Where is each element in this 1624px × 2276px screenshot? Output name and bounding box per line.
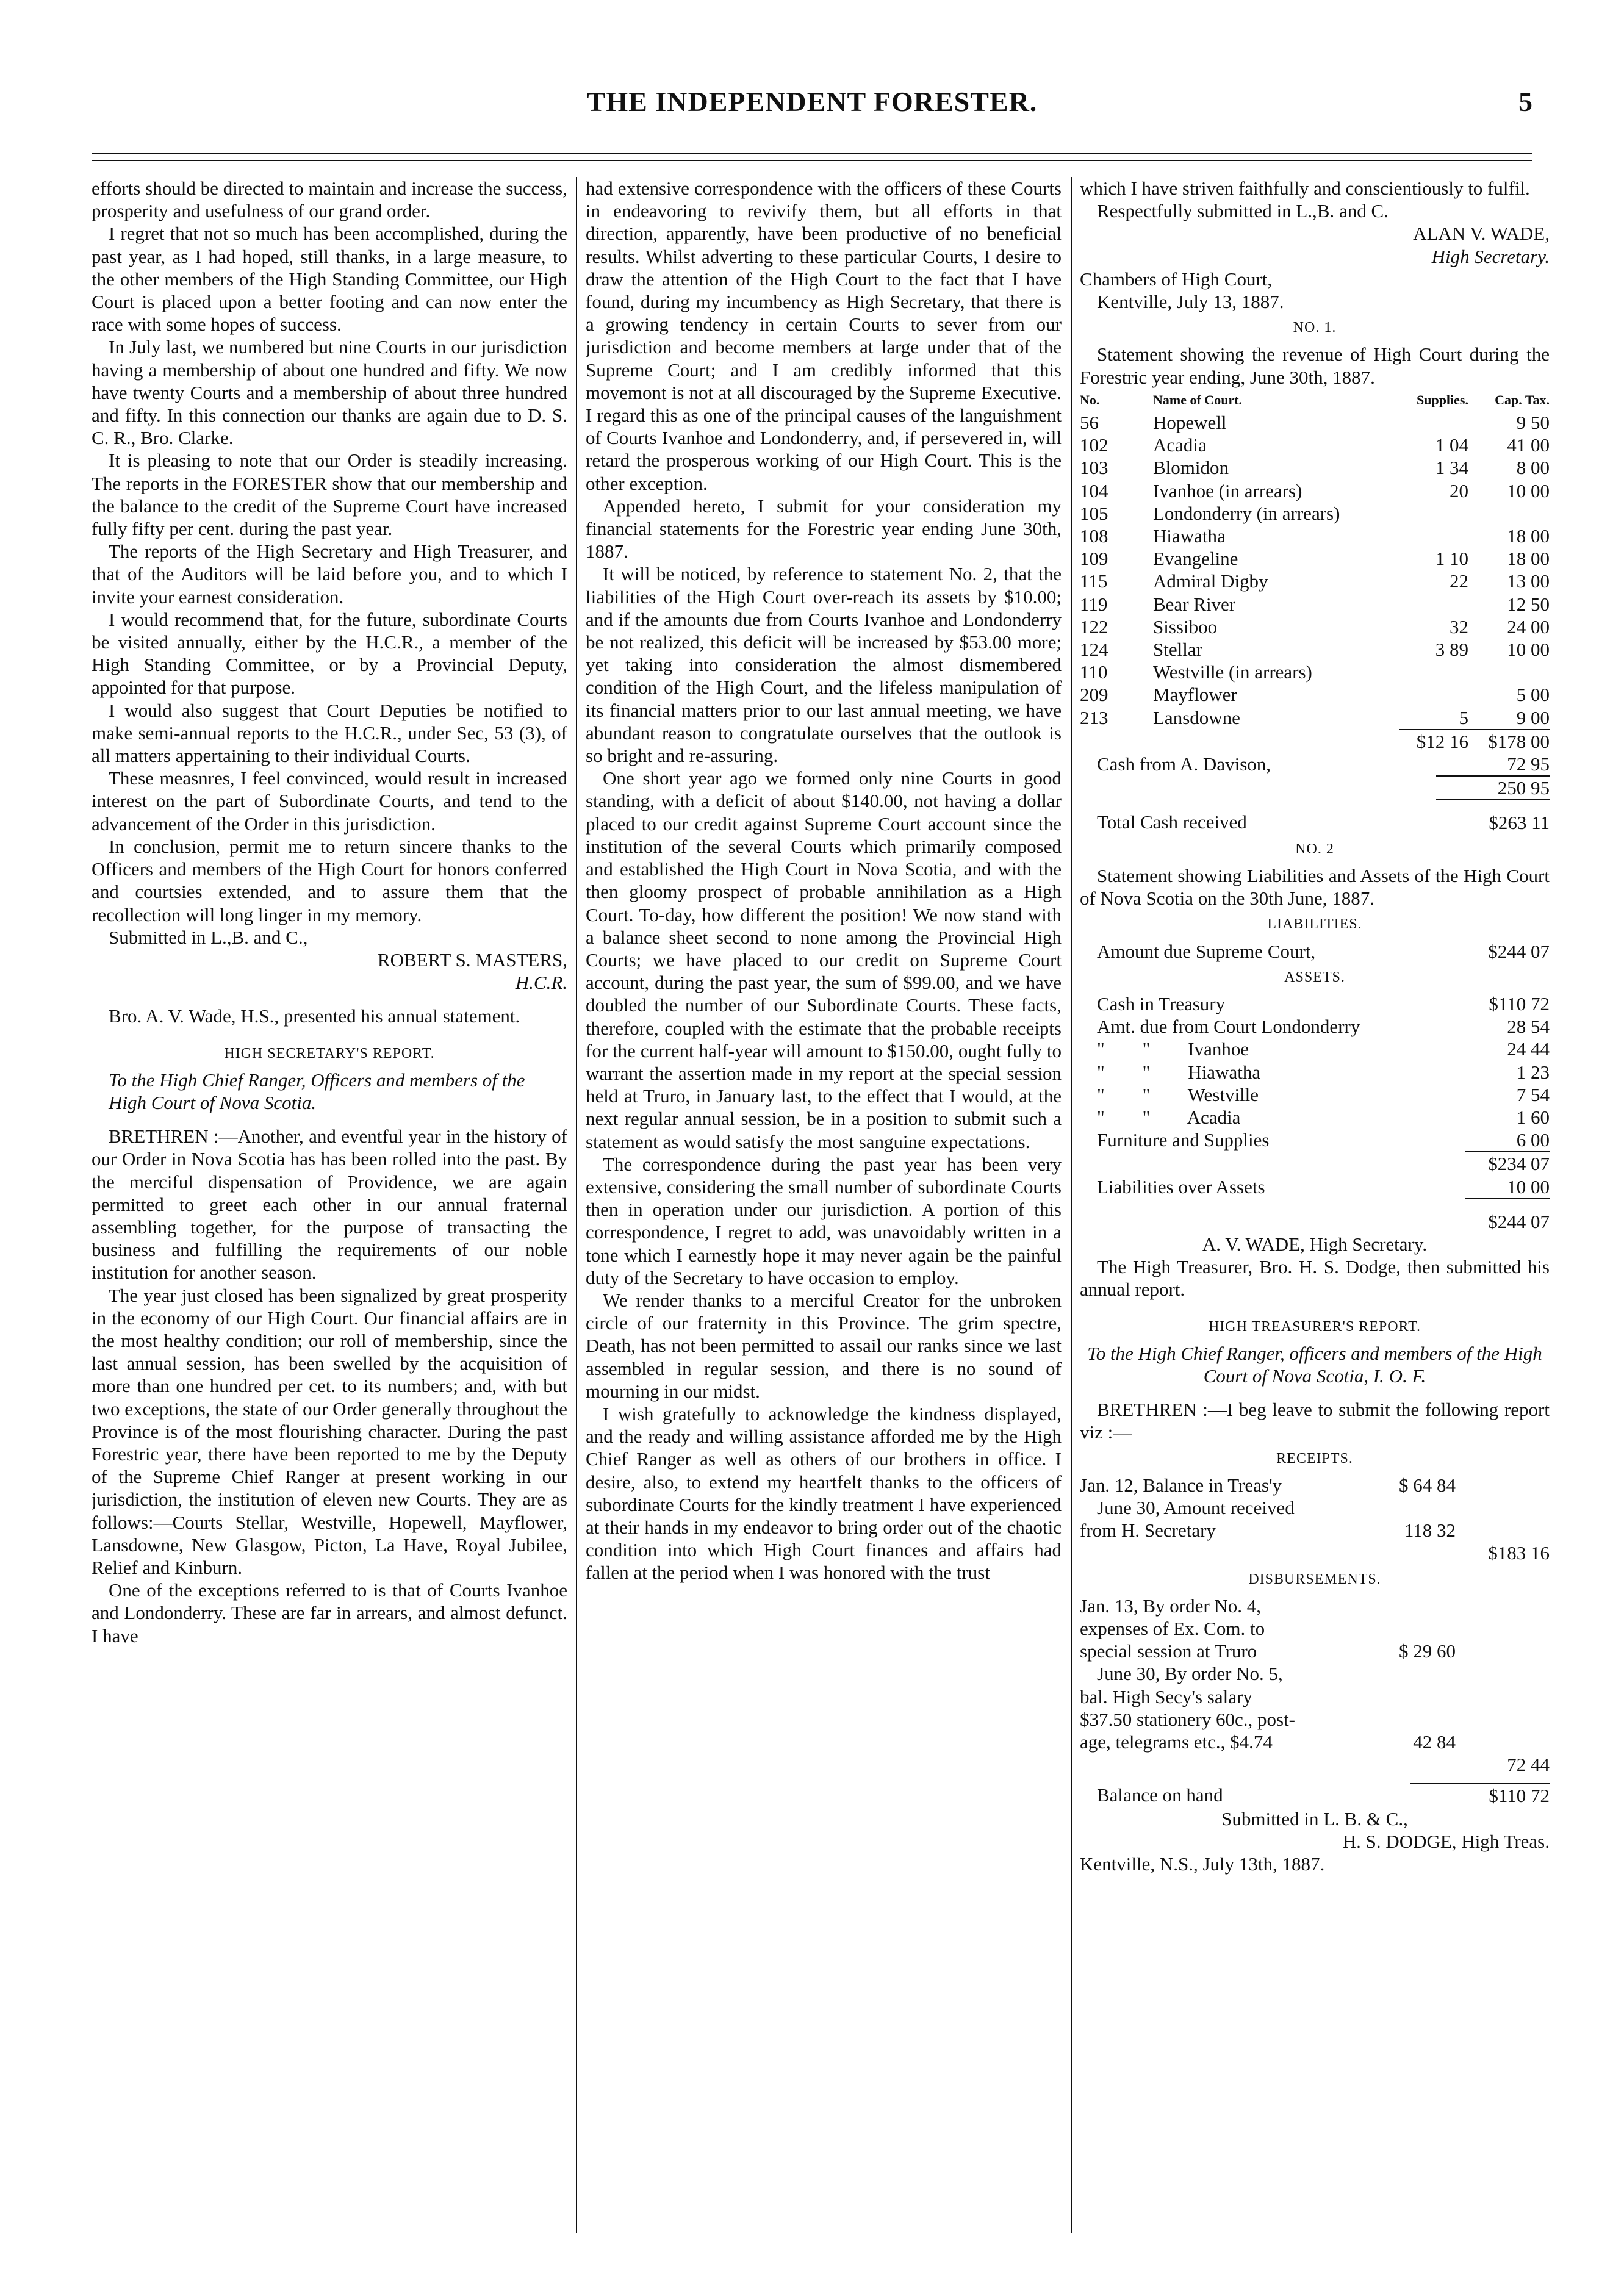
final-total: $244 07: [1465, 1199, 1550, 1233]
masthead: [92, 85, 1532, 128]
court-number: 122: [1080, 616, 1108, 637]
table-row: [1080, 706, 1550, 730]
court-tax: 41 00: [1507, 434, 1550, 456]
paragraph: I regret that not so much has been accomplished, during the past year, as I had hoped, still thanks, in a large measure, to the other members of the High Standing Committee, our High Court is placed upon a better footing and can now enter the race with some hopes of success.: [92, 223, 567, 336]
treasurer-heading: HIGH TREASURER'S REPORT.: [1208, 1318, 1421, 1335]
court-name: Sissiboo: [1153, 616, 1218, 637]
asset-value: 7 54: [1516, 1083, 1550, 1105]
cash-davison-label: Cash from A. Davison,: [1097, 753, 1271, 775]
table-row: [1080, 434, 1550, 456]
court-number: 119: [1080, 593, 1108, 615]
table-row: [1080, 1015, 1550, 1038]
table-row: [1080, 1199, 1550, 1233]
court-tax: 8 00: [1516, 457, 1550, 479]
disbursements-table: [1080, 1595, 1456, 1753]
court-number: 102: [1080, 434, 1108, 456]
paragraph: BRETHREN :—I beg leave to submit the following report viz :—: [1080, 1399, 1550, 1443]
court-tax: [1468, 661, 1550, 683]
table-header-row: [1080, 389, 1550, 411]
disb-text: bal. High Secy's salary: [1080, 1685, 1252, 1707]
treasurer-address: To the High Chief Ranger, officers and members of the High Court of Nova Scotia, I. O. F.: [1087, 1342, 1542, 1387]
court-name: Mayflower: [1153, 684, 1237, 706]
treasurer-signature: H. S. DODGE, High Treas.: [1342, 1830, 1550, 1852]
chambers-line: Chambers of High Court,: [1080, 268, 1273, 290]
table-row: [1080, 547, 1550, 570]
table-row: [1080, 776, 1550, 800]
balance-table: [1080, 1783, 1550, 1807]
disb-text: Jan. 13, By order No. 4,: [1080, 1595, 1262, 1617]
court-tax: 18 00: [1507, 548, 1550, 570]
paragraph: It is pleasing to note that our Order is steadily increasing. The reports in the FORESTER show that our membership and the balance to the credit of the Supreme Court have increased fully fifty per cent. during the past year.: [92, 450, 567, 540]
table-row: [1080, 1038, 1550, 1060]
header-rule: [92, 153, 1532, 154]
paragraph: We render thanks to a merciful Creator for the unbroken circle of our fraternity in this Province. The grim spectre, Death, has not been permitted to assail our ranks since we last assembled in regular session, and there is no sound of mourning in our midst.: [586, 1289, 1062, 1402]
receipt-value: 118 32: [1404, 1520, 1456, 1542]
statement-number: NO. 2: [1295, 841, 1334, 857]
paragraph: Statement showing Liabilities and Assets of the High Court of Nova Scotia on the 30th June, 1887.: [1080, 864, 1550, 910]
court-name: Evangeline: [1153, 548, 1238, 570]
table-row: [1080, 1496, 1456, 1519]
table-row: [1080, 1731, 1456, 1753]
signature-title: H.C.R.: [515, 972, 567, 994]
court-number: 108: [1080, 525, 1108, 547]
table-row: [1080, 1106, 1550, 1129]
court-number: 213: [1080, 706, 1108, 728]
column-2: [586, 177, 1062, 2239]
paragraph: It will be noticed, by reference to statement No. 2, that the liabilities of the High Court over-reach its assets by $10.00; and if the amounts due from Courts Ivanhoe and Londonderry be not realized, this deficit will be increased by $53.00 more; yet taking into consideration the almost dismembered condition of the High Court, and the lifeless manipulation of its financial matters prior to our last annual meeting, we have abundant reason to congratulate ourselves that the outlook is so bright and re-assuring.: [586, 563, 1062, 767]
disb-text: special session at Truro: [1080, 1640, 1257, 1662]
table-row: [1080, 1474, 1456, 1496]
header-supplies: Supplies.: [1416, 392, 1468, 407]
table-row: [1080, 1595, 1456, 1617]
total-cash-label: Total Cash received: [1097, 811, 1247, 833]
court-name: Hiawatha: [1153, 525, 1226, 547]
paragraph: The correspondence during the past year has been very extensive, considering the small number of subordinate Courts then in operation under our jurisdiction. A portion of this correspondence, I regret to add, was unavoidably written in a tone which I earnestly hope it may never again be the painful duty of the Secretary to have occasion to employ.: [586, 1153, 1062, 1288]
header-rule-secondary: [92, 160, 1532, 161]
header-name: Name of Court.: [1153, 392, 1243, 407]
table-row: [1080, 993, 1550, 1015]
table-row: [1080, 753, 1550, 776]
court-tax: [1468, 502, 1550, 525]
table-row: [1080, 940, 1550, 963]
table-row: [1080, 1640, 1456, 1662]
court-tax: 9 50: [1516, 412, 1550, 434]
paragraph: One of the exceptions referred to is that of Courts Ivanhoe and Londonderry. These are far in arrears, and almost defunct. I have: [92, 1579, 567, 1646]
paragraph: BRETHREN :—Another, and eventful year in the history of our Order in Nova Scotia has has been rolled into the past. By the merciful dispensation of Providence, we are again permitted to greet each other in our annual fraternal assembling together, for the purpose of transacting the business and fulfilling the requirements of our noble institution for another season.: [92, 1125, 567, 1283]
receipt-value: $ 64 84: [1399, 1474, 1456, 1496]
court-supplies: 1 34: [1435, 457, 1468, 479]
paragraph: I would recommend that, for the future, subordinate Courts be visited annually, either by the H.C.R., a member of the High Standing Committee, or by a Provincial Deputy, appointed for that purpose.: [92, 608, 567, 698]
paragraph: These measnres, I feel convinced, would result in increased interest on the part of Subordinate Courts, and tend to the advancement of the Order in this jurisdiction.: [92, 767, 567, 835]
receipt-label: Jan. 12, Balance in Treas'y: [1080, 1474, 1282, 1496]
court-tax: 5 00: [1516, 684, 1550, 706]
treasurer-submitted: Submitted in L. B. & C.,: [1221, 1808, 1408, 1829]
wade-signature: A. V. WADE, High Secretary.: [1202, 1233, 1428, 1255]
court-name: Acadia: [1153, 434, 1207, 456]
disbursements-heading: DISBURSEMENTS.: [1248, 1571, 1381, 1587]
signature-name: ROBERT S. MASTERS,: [377, 949, 567, 971]
disb-text: expenses of Ex. Com. to: [1080, 1617, 1265, 1639]
table-row: [1080, 502, 1550, 525]
assets-heading: ASSETS.: [1284, 969, 1345, 985]
table-row: [1080, 456, 1550, 479]
asset-label: " " Acadia: [1097, 1106, 1241, 1128]
court-tax: 24 00: [1507, 616, 1550, 637]
table-row: [1080, 479, 1550, 502]
paragraph: I would also suggest that Court Deputies be notified to make semi-annual reports to the H.C.R., under Sec, 53 (3), of all matters appertaining to their individual Courts.: [92, 699, 567, 767]
table-row: [1080, 1519, 1456, 1542]
paragraph: Submitted in L.,B. and C.,: [109, 926, 308, 948]
receipts-heading: RECEIPTS.: [1276, 1450, 1353, 1466]
disb-text: $37.50 stationery 60c., post-: [1080, 1708, 1296, 1730]
asset-value: 6 00: [1516, 1129, 1550, 1151]
totals-row: [1080, 730, 1550, 753]
table-row: [1080, 661, 1550, 683]
court-number: 115: [1080, 570, 1108, 592]
page-number: 5: [1518, 86, 1532, 117]
paragraph: The reports of the High Secretary and High Treasurer, and that of the Auditors will be laid before you, and to which I invite your earnest consideration.: [92, 540, 567, 608]
paragraph: In conclusion, permit me to return sincere thanks to the Officers and members of the High Court for honors conferred and courtsies extended, and to assure them that the recollection will long linger in my memory.: [92, 835, 567, 925]
signature-name: ALAN V. WADE,: [1413, 223, 1550, 245]
court-tax: 12 50: [1507, 593, 1550, 615]
court-number: 209: [1080, 684, 1108, 706]
asset-value: 1 60: [1516, 1106, 1550, 1128]
court-supplies: 1 04: [1435, 434, 1468, 456]
court-name: Blomidon: [1153, 457, 1229, 479]
table-row: [1080, 1176, 1550, 1199]
place-date: Kentville, July 13, 1887.: [1097, 291, 1284, 313]
paragraph: Statement showing the revenue of High Court during the Forestric year ending, June 30th, 1887.: [1080, 343, 1550, 388]
paragraph: Respectfully submitted in L.,B. and C.: [1097, 200, 1389, 222]
court-supplies: [1399, 593, 1468, 616]
court-number: 103: [1080, 457, 1108, 479]
disb-value: 42 84: [1413, 1731, 1456, 1753]
court-number: 56: [1080, 412, 1099, 434]
table-row: [1080, 1662, 1456, 1685]
total-cash-value: $263 11: [1436, 800, 1550, 834]
balance-label: Balance on hand: [1097, 1784, 1223, 1806]
table-row: [1080, 616, 1550, 638]
table-row: [1080, 1083, 1550, 1106]
court-supplies: 1 10: [1435, 548, 1468, 570]
total-tax: $178 00: [1468, 730, 1550, 753]
cash-subtotal: 250 95: [1436, 776, 1550, 800]
court-name: Stellar: [1153, 639, 1202, 661]
total-supplies: $12 16: [1399, 730, 1468, 753]
court-supplies: [1399, 661, 1468, 683]
court-number: 124: [1080, 639, 1108, 661]
court-supplies: [1399, 525, 1468, 547]
cash-table: [1080, 753, 1550, 835]
section-heading: HIGH SECRETARY'S REPORT.: [224, 1045, 435, 1061]
court-number: 110: [1080, 661, 1108, 683]
court-supplies: 5: [1459, 706, 1468, 728]
court-name: Admiral Digby: [1153, 570, 1268, 592]
asset-label: Cash in Treasury: [1097, 993, 1226, 1014]
statement-number: NO. 1.: [1293, 320, 1337, 336]
court-supplies: [1399, 683, 1468, 706]
liabilities-table: [1080, 940, 1550, 963]
court-tax: 10 00: [1507, 479, 1550, 501]
table-row: [1080, 1685, 1456, 1708]
court-name: Westville (in arrears): [1153, 661, 1312, 683]
table-row: [1080, 1061, 1550, 1083]
table-row: [1080, 683, 1550, 706]
paragraph: One short year ago we formed only nine Courts in good standing, with a deficit of about $140.00, not having a dollar placed to our credit against Supreme Court account since the institution of the several Courts which primarily composed and established the High Court in Nova Scotia, and with the then gloomy prospect of probable annihilation as a High Court. To-day, how different the position! We now stand with a balance sheet second to none among the Provincial High Courts; we have placed to our credit on Supreme Court account, during the past year, the sum of $99.00, and we have doubled the number of our Subordinate Courts. These facts, therefore, coupled with the estimate that the probable receipts for the current half-year will amount to $150.00, ought fully to warrant the assertion made in my report at the special session held at Truro, in January last, to the effect that I would, at the next regular annual session, be in a position to submit such a statement as would satisfy the most sanguine expectations.: [586, 767, 1062, 1152]
disbursements-total: 72 44: [1507, 1754, 1550, 1776]
court-tax: 9 00: [1516, 706, 1550, 728]
court-supplies: 20: [1449, 479, 1468, 501]
court-name: Londonderry (in arrears): [1153, 502, 1340, 524]
court-supplies: [1399, 411, 1468, 434]
paragraph: Bro. A. V. Wade, H.S., presented his annual statement.: [109, 1005, 520, 1027]
disb-text: June 30, By order No. 5,: [1097, 1663, 1283, 1685]
paragraph: Appended hereto, I submit for your consideration my financial statements for the Forestric year ending June 30th, 1887.: [586, 495, 1062, 562]
table-row: [1080, 800, 1550, 834]
asset-value: 24 44: [1507, 1038, 1550, 1060]
column-divider: [576, 177, 577, 2233]
court-name: Lansdowne: [1153, 706, 1240, 728]
asset-label: " " Ivanhoe: [1097, 1038, 1249, 1060]
court-number: 105: [1080, 502, 1108, 524]
receipt-label: from H. Secretary: [1080, 1520, 1216, 1542]
paragraph: which I have striven faithfully and conscientiously to fulfil.: [1080, 178, 1530, 199]
column-3: [1080, 177, 1550, 2239]
liability-value: $244 07: [1488, 940, 1550, 962]
paragraph: had extensive correspondence with the officers of these Courts in endeavoring to revivify them, but all efforts in that direction, apparently, have been productive of no beneficial results. Whilst adverting to these particular Courts, I desire to draw the attention of the High Court to the fact that I have found, during my incumbency as High Secretary, that there is a growing tendency in certain Courts to sever from our jurisdiction and become members at large under that of the Supreme Court; and I am credibly informed that this movemont is not at all discouraged by the Supreme Executive. I regard this as one of the principal causes of the languishment of Courts Ivanhoe and Londonderry, and, if persevered in, will retard the prosperous working of our High Court. This is the other exception.: [586, 178, 1062, 494]
disb-value: $ 29 60: [1399, 1640, 1456, 1662]
disb-text: age, telegrams etc., $4.74: [1080, 1731, 1273, 1753]
newspaper-title: THE INDEPENDENT FORESTER.: [586, 86, 1038, 117]
treasurer-place-date: Kentville, N.S., July 13th, 1887.: [1080, 1853, 1325, 1875]
asset-label: Amt. due from Court Londonderry: [1097, 1016, 1360, 1038]
table-row: [1080, 638, 1550, 661]
asset-value: 28 54: [1507, 1016, 1550, 1038]
table-row: [1080, 1617, 1456, 1640]
paragraph: I wish gratefully to acknowledge the kindness displayed, and the ready and willing assistance afforded me by the High Chief Ranger as well as others of our brothers in office. I desire, also, to extend my heartfelt thanks to the officers of subordinate Courts for the kindly treatment I have experienced at their hands in my endeavor to bring order out of the chaotic condition into which High Court finances and affairs had fallen at the period when I was honored with the trust: [586, 1402, 1062, 1584]
table-row: [1080, 1784, 1550, 1807]
court-name: Bear River: [1153, 593, 1236, 615]
table-row: [1080, 570, 1550, 592]
court-supplies: [1399, 502, 1468, 525]
court-supplies: 22: [1449, 570, 1468, 592]
receipts-total: $183 16: [1488, 1542, 1550, 1564]
paragraph: The year just closed has been signalized by great prosperity in the economy of our High Court. Our financial affairs are in the most healthy condition; our roll of membership, since the last annual session, has been swelled by the acquisition of more than one hundred per cet. to its numbers; and, with but two exceptions, the state of our Order generally throughout the Province is of the most flourishing character. During the past Forestric year, there have been reported to me by the Deputy of the Supreme Chief Ranger at present working in our jurisdiction, the institution of eleven new Courts. They are as follows:—Courts Stellar, Westville, Hopewell, Mayflower, Lansdowne, New Glasgow, Picton, La Have, Royal Jubilee, Relief and Kinburn.: [92, 1284, 567, 1578]
assets-total: $234 07: [1465, 1152, 1550, 1175]
table-row: [1080, 411, 1550, 434]
court-tax: 10 00: [1507, 639, 1550, 661]
liab-over-label: Liabilities over Assets: [1097, 1176, 1265, 1197]
liabilities-heading: LIABILITIES.: [1267, 916, 1362, 933]
court-number: 104: [1080, 479, 1108, 501]
header-tax: Cap. Tax.: [1495, 392, 1550, 407]
table-row: [1080, 1152, 1550, 1175]
asset-label: " " Westville: [1097, 1083, 1259, 1105]
court-supplies: 32: [1449, 616, 1468, 637]
receipt-label: June 30, Amount received: [1097, 1496, 1295, 1518]
asset-label: " " Hiawatha: [1097, 1061, 1261, 1083]
revenue-table: [1080, 389, 1550, 753]
court-tax: 18 00: [1507, 525, 1550, 547]
column-divider: [1071, 177, 1072, 2233]
header-no: No.: [1080, 392, 1100, 407]
paragraph: In July last, we numbered but nine Courts in our jurisdiction having a membership of about one hundred and fifty. We now have twenty Courts and a membership of about three hundred and fifty. In this connection our thanks are again due to D. S. C. R., Bro. Clarke.: [92, 336, 567, 449]
paragraph: efforts should be directed to maintain and increase the success, prosperity and usefulness of our grand order.: [92, 178, 567, 222]
table-row: [1080, 525, 1550, 547]
asset-value: 1 23: [1516, 1061, 1550, 1083]
table-row: [1080, 1129, 1550, 1152]
cash-davison-value: 72 95: [1507, 753, 1550, 775]
balance-value: $110 72: [1410, 1784, 1550, 1807]
liab-over-value: 10 00: [1507, 1176, 1550, 1197]
asset-value: $110 72: [1489, 993, 1550, 1014]
address-line: To the High Chief Ranger, Officers and members of the High Court of Nova Scotia.: [109, 1069, 525, 1113]
court-supplies: 3 89: [1435, 639, 1468, 661]
court-number: 109: [1080, 548, 1108, 570]
court-tax: 13 00: [1507, 570, 1550, 592]
receipts-table: [1080, 1474, 1456, 1542]
table-row: [1080, 593, 1550, 616]
liability-label: Amount due Supreme Court,: [1097, 940, 1316, 962]
asset-label: Furniture and Supplies: [1097, 1129, 1270, 1151]
court-name: Ivanhoe (in arrears): [1153, 479, 1302, 501]
signature-title: High Secretary.: [1431, 245, 1550, 267]
court-name: Hopewell: [1153, 412, 1227, 434]
column-1: [92, 177, 567, 2239]
table-row: [1080, 1708, 1456, 1731]
paragraph: The High Treasurer, Bro. H. S. Dodge, then submitted his annual report.: [1080, 1256, 1550, 1301]
assets-table: [1080, 993, 1550, 1233]
